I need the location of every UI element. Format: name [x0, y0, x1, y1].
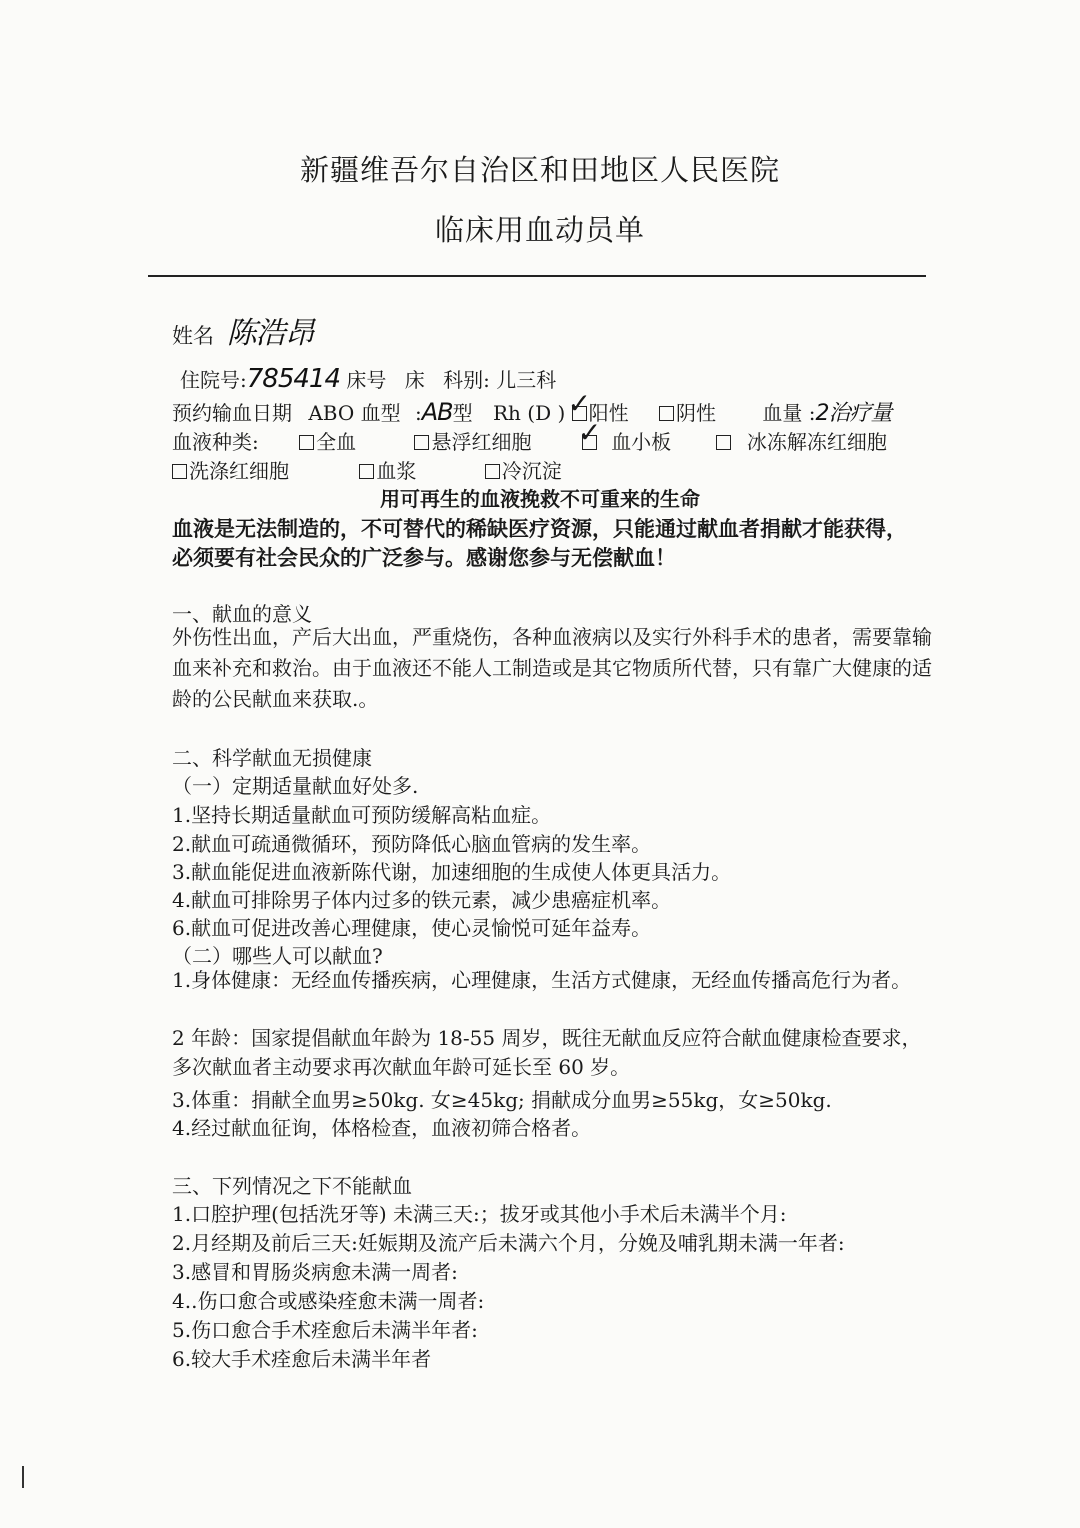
list-item: 1.身体健康：无经血传播疾病，心理健康，生活方式健康，无经血传播高危行为者。 [172, 968, 912, 992]
list-item: 1.坚持长期适量献血可预防缓解高粘血症。 [172, 803, 552, 827]
list-item: 2.月经期及前后三天:妊娠期及流产后未满六个月，分娩及哺乳期未满一年者: [172, 1231, 845, 1255]
date-label: 预约输血日期 [172, 401, 292, 425]
title-divider [148, 275, 926, 277]
rh-negative-checkbox [659, 406, 674, 421]
rh-positive-label: 阳性 [588, 401, 629, 425]
abo-suffix: 型 [452, 401, 473, 425]
list-item: 4..伤口愈合或感染痊愈未满一周者: [172, 1289, 485, 1313]
bed-value: 床 [404, 368, 425, 392]
suspended-rbc-label: 悬浮红细胞 [431, 430, 532, 454]
list-item: 2.献血可疏通微循环，预防降低心脑血管病的发生率。 [172, 832, 652, 856]
suspended-rbc-checkbox [414, 435, 429, 450]
abo-label: ABO 血型 [308, 401, 401, 425]
abo-handwritten: AB [421, 398, 453, 426]
volume-handwritten: 2治疗量 [815, 401, 892, 426]
check-mark-icon: ✓ [577, 416, 602, 449]
frozen-rbc-checkbox [716, 435, 731, 450]
slogan-line-2: 必须要有社会民众的广泛参与。感谢您参与无偿献血！ [172, 545, 676, 570]
check-mark-icon: ✓ [567, 387, 592, 420]
blood-type-row-2 [172, 455, 562, 484]
volume-label: 血量 [762, 401, 803, 425]
rh-label: Rh (D ) [492, 401, 566, 425]
dept-label: 科别: [443, 368, 490, 392]
dept-value: 儿三科 [496, 368, 557, 392]
admission-row [180, 364, 556, 394]
list-item: 2 年龄：国家提倡献血年龄为 18-55 周岁，既往无献血反应符合献血健康检查要求，多次献血者主动要求再次献血年龄可延长至 60 岁。 [172, 1026, 922, 1079]
name-label: 姓名 [172, 324, 214, 348]
section-2-sub-1: （一）定期适量献血好处多. [172, 774, 419, 798]
hospital-name: 新疆维吾尔自治区和田地区人民医院 [299, 153, 780, 187]
slogan-line-1: 血液是无法制造的，不可替代的稀缺医疗资源，只能通过献血者捐献才能获得， [172, 516, 907, 541]
admission-label: 住院号: [180, 368, 247, 392]
blood-type-row-1 [172, 416, 887, 455]
section-2-heading: 二、科学献血无损健康 [172, 746, 372, 770]
cryo-checkbox [485, 464, 500, 479]
cryo-label: 冷沉淀 [501, 459, 562, 483]
list-item: 6.较大手术痊愈后未满半年者 [172, 1347, 432, 1371]
scan-edge-mark [22, 1466, 24, 1488]
form-title: 临床用血动员单 [434, 213, 645, 247]
list-item: 3.献血能促进血液新陈代谢，加速细胞的生成使人体更具活力。 [172, 860, 732, 884]
name-handwritten: 陈浩昂 [226, 316, 314, 351]
list-item: 4.经过献血征询，体格检查，血液初筛合格者。 [172, 1116, 592, 1140]
list-item: 5.伤口愈合手术痊愈后未满半年者: [172, 1318, 478, 1342]
plasma-label: 血浆 [376, 459, 417, 483]
whole-blood-checkbox [299, 435, 314, 450]
booking-row: 预约输血日期 ABO 血型 :AB型 Rh (D ) ✓ 阳性 阴性 血量 :2治疗量 [172, 387, 892, 426]
bed-label: 床号 [346, 368, 387, 392]
list-item: 1.口腔护理(包括洗牙等) 未满三天:；拔牙或其他小手术后未满半个月: [172, 1202, 787, 1226]
list-item: 6.献血可促进改善心理健康，使心灵愉悦可延年益寿。 [172, 916, 652, 940]
section-3-heading: 三、下列情况之下不能献血 [172, 1174, 412, 1198]
slogan-headline: 用可再生的血液挽救不可重来的生命 [380, 487, 700, 511]
section-2-sub-2: （二）哪些人可以献血? [172, 944, 383, 968]
list-item: 4.献血可排除男子体内过多的铁元素，减少患癌症机率。 [172, 888, 672, 912]
washed-rbc-checkbox [172, 464, 187, 479]
list-item: 3.感冒和胃肠炎病愈未满一周者: [172, 1260, 458, 1284]
washed-rbc-label: 洗涤红细胞 [189, 459, 289, 483]
frozen-rbc-label: 冰冻解冻红细胞 [746, 430, 887, 454]
admission-handwritten: 785414 [246, 364, 341, 394]
section-1-heading: 一、献血的意义 [172, 602, 312, 626]
plasma-checkbox [359, 464, 374, 479]
platelet-label: 血小板 [611, 430, 672, 454]
name-row [172, 308, 314, 352]
rh-negative-label: 阴性 [676, 401, 716, 425]
list-item: 3.体重：捐献全血男≥50kg. 女≥45kg; 捐献成分血男≥55kg，女≥50kg. [172, 1088, 832, 1112]
blood-type-label: 血液种类: [172, 430, 259, 454]
section-1-body: 外伤性出血，产后大出血，严重烧伤，各种血液病以及实行外科手术的患者，需要靠输血来补充和救治。由于血液还不能人工制造或是其它物质所代替，只有靠广大健康的适龄的公民献血来获取.。 [172, 625, 932, 711]
whole-blood-label: 全血 [316, 430, 357, 454]
